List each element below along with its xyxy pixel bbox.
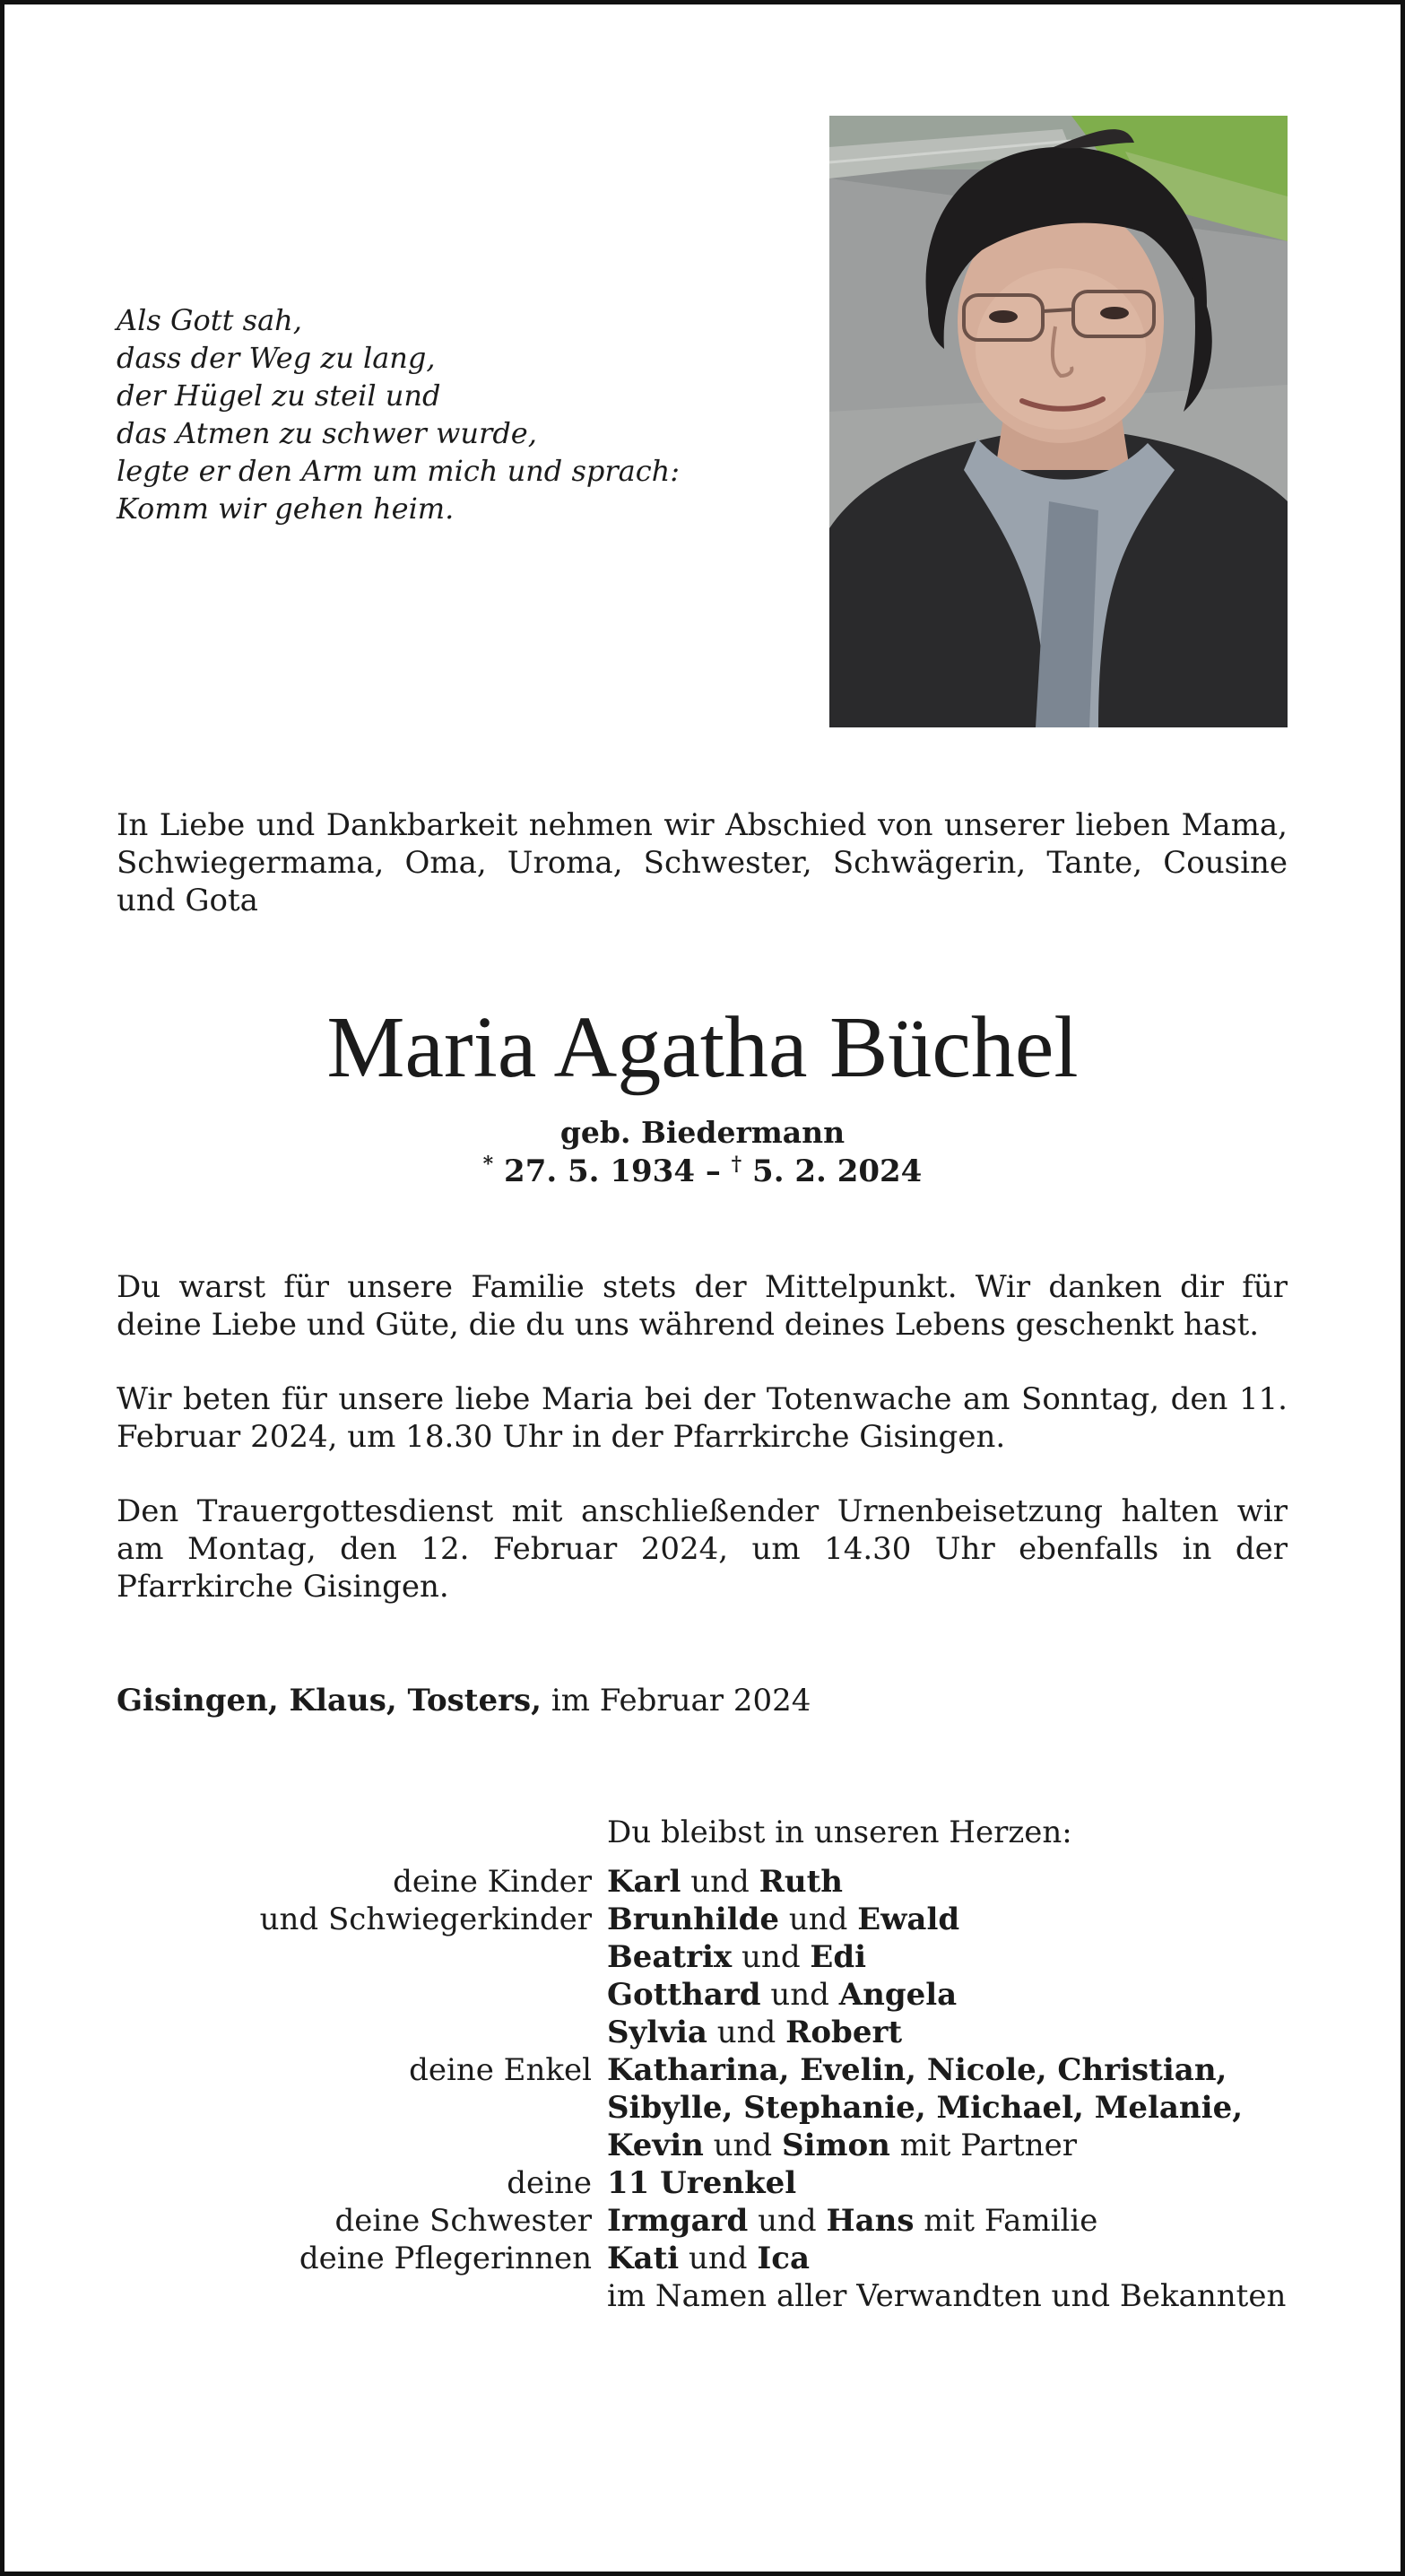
mourner-name: Ica <box>757 2241 811 2276</box>
poem-line: dass der Weg zu lang, <box>117 341 436 375</box>
paragraph-wake: Wir beten für unsere liebe Maria bei der Totenwache am Sonntag, den 11. Februar 2024, um 18.30 Uhr in der Pfarrkirche Gisingen. <box>117 1381 1288 1455</box>
label-deine: deine <box>507 2165 592 2201</box>
connector: und <box>732 1939 811 1975</box>
mourner-name: Beatrix <box>607 1939 733 1975</box>
mourner-line <box>607 1901 959 1938</box>
connector: und <box>679 2241 758 2276</box>
connector: und <box>681 1864 759 1900</box>
connector: mit Familie <box>914 2203 1098 2239</box>
connector: und <box>779 1902 858 1937</box>
label-kinder: deine Kinder <box>393 1864 592 1900</box>
place-names: Gisingen, Klaus, Tosters, <box>117 1683 542 1719</box>
date-separator: – <box>694 1153 732 1189</box>
mourner-name: Katharina, Evelin, Nicole, Christian, <box>607 2052 1227 2088</box>
mourners-closing: im Namen aller Verwandten und Bekannten <box>607 2278 1287 2314</box>
mourner-line <box>607 2240 810 2277</box>
mourner-name: Karl <box>607 1864 681 1900</box>
mourner-name: Gotthard <box>607 1977 761 2013</box>
mourner-line <box>607 2127 1077 2164</box>
intro-text: In Liebe und Dankbarkeit nehmen wir Abschied von unserer lieben Mama, Schwiegermama, Oma, Uroma, Schwester, Schwägerin, Tante, Cousine und Gota <box>117 807 1288 918</box>
mourner-line <box>607 2014 902 2051</box>
mourner-name: Brunhilde <box>607 1902 780 1937</box>
connector: und <box>760 1977 839 2013</box>
mourner-line <box>607 2202 1097 2240</box>
mourner-name: 11 Urenkel <box>607 2165 797 2201</box>
portrait-photo <box>829 116 1288 727</box>
mourner-line <box>607 2089 1243 2127</box>
mourners-heading: Du bleibst in unseren Herzen: <box>607 1815 1072 1850</box>
label-enkel: deine Enkel <box>409 2052 592 2088</box>
death-symbol: † <box>731 1153 742 1176</box>
month-year: im Februar 2024 <box>542 1683 811 1719</box>
mourner-line <box>607 1938 866 1976</box>
label-pflegerinnen: deine Pflegerinnen <box>299 2241 592 2276</box>
poem-line: Als Gott sah, <box>117 303 302 337</box>
poem-line: das Atmen zu schwer wurde, <box>117 416 537 450</box>
paragraph-tribute: Du warst für unsere Familie stets der Mittelpunkt. Wir danken dir für deine Liebe und Güte, die du uns während deines Lebens geschenkt hast. <box>117 1269 1288 1343</box>
mourner-name: Robert <box>785 2015 903 2050</box>
mourner-name: Hans <box>826 2203 915 2239</box>
connector: mit Partner <box>889 2128 1078 2163</box>
connector: und <box>748 2203 827 2239</box>
mourner-name: Ewald <box>857 1902 960 1937</box>
mourner-line <box>607 1863 843 1901</box>
portrait-illustration <box>829 116 1288 727</box>
birth-symbol: * <box>482 1153 494 1176</box>
mourner-name: Irmgard <box>607 2203 749 2239</box>
mourner-name: Kati <box>607 2241 680 2276</box>
mourner-line <box>607 2164 796 2202</box>
poem-line: Komm wir gehen heim. <box>117 492 455 526</box>
mourner-name: Ruth <box>759 1864 844 1900</box>
connector: und <box>703 2128 783 2163</box>
mourner-name: Sibylle, Stephanie, Michael, Melanie, <box>607 2090 1244 2126</box>
mourner-name: Angela <box>838 1977 958 2013</box>
poem-line: der Hügel zu steil und <box>117 379 441 413</box>
mourner-name: Edi <box>810 1939 867 1975</box>
maiden-name: geb. Biedermann <box>559 1115 846 1150</box>
place-and-date <box>117 1682 811 1719</box>
mourner-name: Sylvia <box>607 2015 707 2050</box>
death-date: 5. 2. 2024 <box>752 1153 923 1189</box>
label-schwiegerkinder: und Schwiegerkinder <box>259 1902 592 1937</box>
poem <box>117 301 690 527</box>
mourner-line <box>607 1976 957 2014</box>
mourner-name: Kevin <box>607 2128 704 2163</box>
mourner-name: Simon <box>782 2128 890 2163</box>
mourner-line <box>607 2051 1227 2089</box>
connector: und <box>707 2015 786 2050</box>
poem-line: legte er den Arm um mich und sprach: <box>117 454 681 488</box>
life-dates <box>0 1153 1405 1190</box>
paragraph-funeral: Den Trauergottesdienst mit anschließender Urnenbeisetzung halten wir am Montag, den 12. Februar 2024, um 14.30 Uhr ebenfalls in der Pfarrkirche Gisingen. <box>117 1493 1288 1605</box>
label-schwester: deine Schwester <box>334 2203 592 2239</box>
deceased-name: Maria Agatha Büchel <box>326 999 1079 1096</box>
birth-date: 27. 5. 1934 <box>504 1153 695 1189</box>
